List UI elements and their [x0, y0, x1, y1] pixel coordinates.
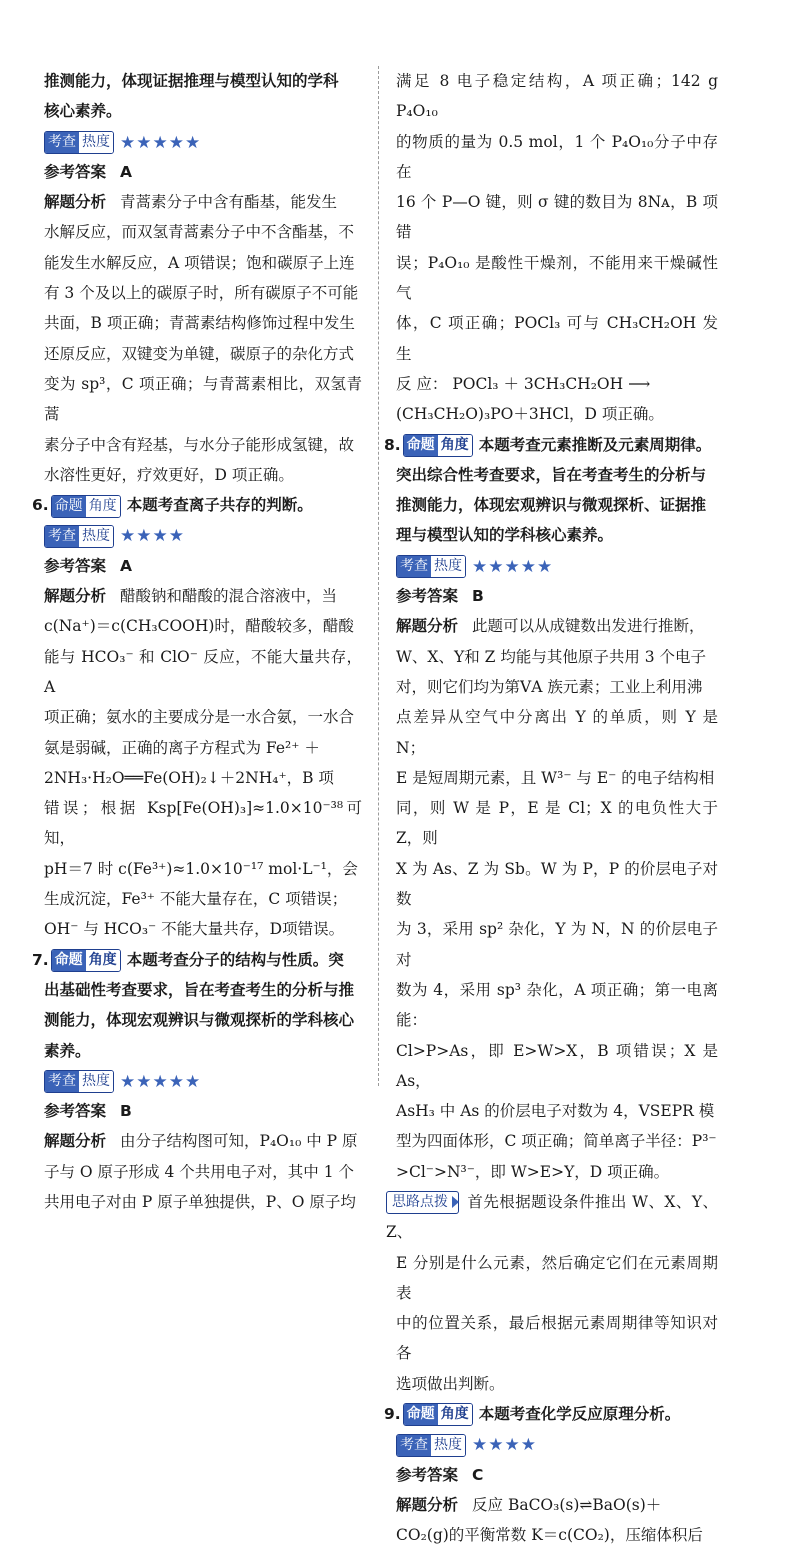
- q8-angle-line-1: 本题考查元素推断及元素周期律。: [478, 435, 712, 454]
- q6-analysis-line-5: 氨是弱碱，正确的离子方程式为 Fe²⁺ ＋: [44, 738, 320, 757]
- q9-answer-row: [396, 1460, 718, 1490]
- q8-analysis-line-13: >Cl⁻>N³⁻，即 W>E>Y，D 项正确。: [396, 1162, 670, 1181]
- q5-analysis-line-1: 解题分析 青蒿素分子中含有酯基，能发生: [44, 193, 338, 212]
- q7-answer: B: [120, 1102, 132, 1121]
- q5-analysis-line-4: 有 3 个及以上的碳原子时，所有碳原子不可能: [44, 284, 359, 303]
- q7-analysis-line-1: 解题分析 由分子结构图可知，P₄O₁₀ 中 P 原: [44, 1132, 358, 1151]
- q5-answer: A: [120, 162, 133, 181]
- q8-heat-row: [396, 551, 718, 581]
- q8-analysis-line-1: 解题分析 此题可以从成键数出发进行推断，: [396, 617, 705, 636]
- q7-cont-line-5: 体，C 项正确；POCl₃ 可与 CH₃CH₂OH 发生: [396, 314, 718, 363]
- q8-heat-tag: 考查 热度: [396, 555, 466, 578]
- q8-answer: B: [472, 587, 484, 606]
- q8-hint-tag: 思路点拨: [386, 1191, 459, 1214]
- q9-stars: ★★★★: [472, 1435, 537, 1456]
- intro-line-1: 推测能力，体现证据推理与模型认知的学科: [44, 72, 339, 90]
- q7-cont-line-7: (CH₃CH₂O)₃PO＋3HCl，D 项正确。: [396, 405, 664, 424]
- q9-analysis-label: 解题分析: [396, 1495, 459, 1514]
- q7-analysis-line-2: 子与 O 原子形成 4 个共用电子对，其中 1 个: [44, 1162, 354, 1181]
- q5-analysis-label: 解题分析: [44, 193, 107, 212]
- q5-analysis-line-6: 还原反应，双键变为单键，碳原子的杂化方式: [44, 344, 355, 363]
- q7-analysis-label: 解题分析: [44, 1132, 107, 1151]
- q5-analysis-line-2: 水解反应，而双氢青蒿素分子中不含酯基，不: [44, 223, 355, 242]
- q8-stars: ★★★★★: [472, 556, 554, 577]
- q8-analysis-line-8: 为 3，采用 sp² 杂化，Y 为 N，N 的价层电子对: [396, 920, 718, 969]
- q7-number: 7.: [32, 950, 49, 969]
- q9-answer-label: 参考答案: [396, 1465, 459, 1484]
- q7-angle-tag: 命题 角度: [51, 949, 121, 972]
- q8-angle-row: [384, 430, 718, 460]
- q8-analysis-line-3: 对，则它们均为第ⅤA 族元素；工业上利用沸: [396, 677, 703, 696]
- q5-answer-label: 参考答案: [44, 162, 107, 181]
- q6-stars: ★★★★: [120, 526, 185, 547]
- q8-angle-tag: 命题 角度: [403, 434, 473, 457]
- q6-analysis-line-10: OH⁻ 与 HCO₃⁻ 不能大量共存，D项错误。: [44, 920, 345, 939]
- q9-angle-tag: 命题 角度: [403, 1403, 473, 1426]
- q8-hint-line-2: E 分别是什么元素，然后确定它们在元素周期表: [396, 1253, 718, 1302]
- q8-angle-line-4: 理与模型认知的学科核心素养。: [396, 526, 614, 545]
- q6-analysis-line-9: 生成沉淀，Fe³⁺ 不能大量存在，C 项错误；: [44, 890, 348, 909]
- q8-answer-label: 参考答案: [396, 587, 459, 606]
- q8-analysis-line-11: AsH₃ 中 As 的价层电子对数为 4，VSEPR 模: [396, 1102, 715, 1121]
- q5-heat-tag: 考查 热度: [44, 131, 114, 154]
- q7-answer-row: [44, 1096, 362, 1126]
- q7-cont-line-2: 的物质的量为 0.5 mol，1 个 P₄O₁₀分子中存在: [396, 132, 718, 181]
- intro-line-2: 核心素养。: [44, 102, 122, 121]
- q6-analysis-line-6: 2NH₃·H₂O══Fe(OH)₂↓＋2NH₄⁺，B 项: [44, 768, 334, 787]
- column-divider: [378, 66, 379, 1086]
- q8-analysis-line-10: Cl>P>As，即 E>W>X，B 项错误；X 是 As，: [396, 1041, 718, 1090]
- q6-angle-tag: 命题 角度: [51, 495, 121, 518]
- q7-cont-line-1: 满足 8 电子稳定结构，A 项正确；142 g P₄O₁₀: [396, 72, 718, 121]
- q5-analysis-line-8: 素分子中含有羟基，与水分子能形成氢键，故: [44, 435, 355, 454]
- q5-analysis-line-5: 共面，B 项正确；青蒿素结构修饰过程中发生: [44, 314, 355, 333]
- q7-angle-line-2: 出基础性考查要求，旨在考查考生的分析与推: [44, 980, 355, 999]
- q8-analysis-line-9: 数为 4，采用 sp³ 杂化，A 项正确；第一电离能：: [396, 980, 718, 1030]
- q6-answer: A: [120, 556, 133, 575]
- q7-angle-line-4: 素养。: [44, 1041, 91, 1060]
- q6-heat-tag: 考查 热度: [44, 525, 114, 548]
- q8-angle-line-3: 推测能力，体现宏观辨识与微观探析、证据推: [396, 496, 707, 515]
- q6-analysis-line-8: pH＝7 时 c(Fe³⁺)≈1.0×10⁻¹⁷ mol·L⁻¹，会: [44, 859, 358, 878]
- q9-angle-row: [384, 1399, 718, 1429]
- q7-angle-row: [32, 945, 362, 975]
- q6-angle-row: [32, 490, 362, 520]
- q8-analysis-line-4: 点差异从空气中分离出 Y 的单质，则 Y 是 N；: [396, 708, 718, 757]
- q6-analysis-line-3: 能与 HCO₃⁻ 和 ClO⁻ 反应，不能大量共存，A: [44, 647, 362, 696]
- q9-analysis-line-1: 解题分析 反应 BaCO₃(s)⇌BaO(s)＋: [396, 1495, 662, 1514]
- q9-heat-tag: 考查 热度: [396, 1434, 466, 1457]
- q9-analysis-line-2: CO₂(g)的平衡常数 K＝c(CO₂)，压缩体积后: [396, 1526, 703, 1545]
- q6-analysis-line-4: 项正确；氨水的主要成分是一水合氨，一水合: [44, 708, 355, 727]
- q8-analysis-label: 解题分析: [396, 617, 459, 636]
- left-column: [32, 66, 362, 1217]
- q8-angle-line-2: 突出综合性考查要求，旨在考查考生的分析与: [396, 465, 707, 484]
- q6-heat-row: [44, 520, 362, 550]
- q8-answer-row: [396, 581, 718, 611]
- q5-analysis-line-7: 变为 sp³，C 项正确；与青蒿素相比，双氢青蒿: [44, 374, 362, 424]
- q7-heat-row: [44, 1066, 362, 1096]
- q8-analysis-line-12: 型为四面体形，C 项正确；简单离子半径：P³⁻: [396, 1132, 717, 1151]
- q6-answer-row: [44, 551, 362, 581]
- q9-number: 9.: [384, 1405, 401, 1424]
- q7-stars: ★★★★★: [120, 1071, 202, 1092]
- q5-analysis-line-9: 水溶性更好，疗效更好，D 项正确。: [44, 465, 294, 484]
- q5-stars: ★★★★★: [120, 132, 202, 153]
- right-column: [384, 66, 718, 1551]
- q9-answer: C: [472, 1465, 484, 1484]
- q7-cont-line-4: 误；P₄O₁₀ 是酸性干燥剂，不能用来干燥碱性气: [396, 253, 718, 303]
- q5-heat-row: [44, 127, 362, 157]
- q6-analysis-line-7: 错误；根据 Ksp[Fe(OH)₃]≈1.0×10⁻³⁸可知，: [44, 799, 362, 848]
- q8-hint-line-1: 思路点拨 首先根据题设条件推出 W、X、Y、Z、: [386, 1192, 718, 1242]
- q8-analysis-line-2: W、X、Y和 Z 均能与其他原子共用 3 个电子: [396, 647, 707, 666]
- q9-angle-text: 本题考查化学反应原理分析。: [478, 1405, 681, 1424]
- q9-heat-row: [396, 1429, 718, 1459]
- q8-number: 8.: [384, 435, 401, 454]
- q7-cont-line-3: 16 个 P—O 键，则 σ 键的数目为 8Nᴀ，B 项错: [396, 193, 718, 242]
- q6-analysis-line-1: 解题分析 醋酸钠和醋酸的混合溶液中，当: [44, 587, 338, 606]
- q7-angle-line-3: 测能力，体现宏观辨识与微观探析的学科核心: [44, 1011, 355, 1030]
- q8-analysis-line-5: E 是短周期元素，且 W³⁻ 与 E⁻ 的电子结构相: [396, 768, 715, 787]
- q8-analysis-line-6: 同，则 W 是 P，E 是 Cl；X 的电负性大于 Z，则: [396, 799, 718, 848]
- q5-answer-row: [44, 157, 362, 187]
- q6-angle-text: 本题考查离子共存的判断。: [126, 496, 313, 515]
- q6-analysis-label: 解题分析: [44, 587, 107, 606]
- q6-analysis-line-2: c(Na⁺)＝c(CH₃COOH)时，醋酸较多，醋酸: [44, 617, 354, 636]
- q8-hint-line-3: 中的位置关系，最后根据元素周期律等知识对各: [396, 1314, 718, 1363]
- q7-cont-line-6: 反 应： POCl₃ ＋ 3CH₃CH₂OH ⟶: [396, 374, 651, 393]
- q7-heat-tag: 考查 热度: [44, 1070, 114, 1093]
- q8-analysis-line-7: X 为 As、Z 为 Sb。W 为 P，P 的价层电子对数: [396, 859, 718, 909]
- q6-number: 6.: [32, 496, 49, 515]
- q5-analysis-line-3: 能发生水解反应，A 项错误；饱和碳原子上连: [44, 253, 355, 272]
- q6-answer-label: 参考答案: [44, 556, 107, 575]
- q8-hint-line-4: 选项做出判断。: [396, 1374, 505, 1393]
- q7-analysis-line-3: 共用电子对由 P 原子单独提供，P、O 原子均: [44, 1192, 356, 1211]
- q7-angle-line-1: 本题考查分子的结构与性质。突: [126, 950, 344, 969]
- q7-answer-label: 参考答案: [44, 1102, 107, 1121]
